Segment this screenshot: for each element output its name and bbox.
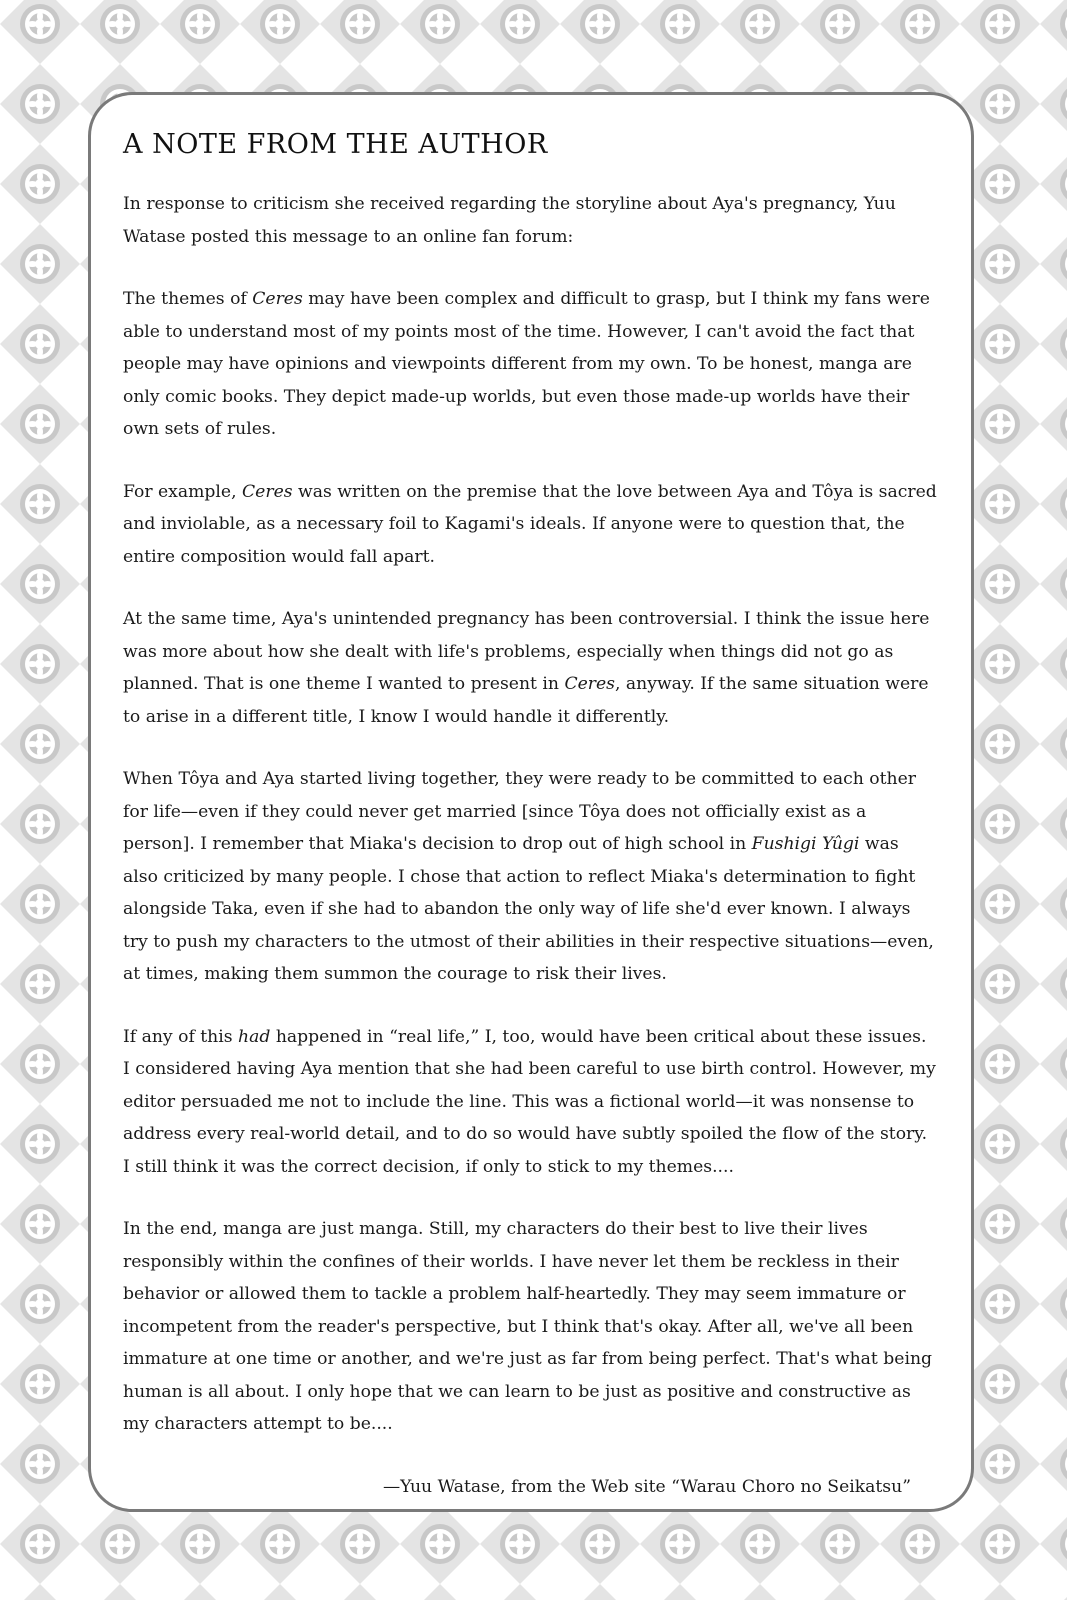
paragraph-5-part-b: happened in “real life,” I, too, would have been critical about these issues. I considered having Aya mention that she had been careful to use birth control. However, my editor persuaded me not to include the line. This was a fictional world—it was nonsense to address every real-world detail, and to do so would have subtly spoiled the flow of the story. I still think it was the correct decision, if only to stick to my themes.... (123, 1026, 936, 1177)
paragraph-1 (123, 283, 937, 446)
paragraph-1-part-b: may have been complex and difficult to grasp, but I think my fans were able to understand most of my points most of the time. However, I can't avoid the fact that people may have opinions and viewpoints different from my own. To be honest, manga are only comic books. They depict made-up worlds, but even those made-up worlds have their own sets of rules. (123, 289, 930, 439)
paragraph-3-part-b: , anyway. If the same situation were to arise in a different title, I know I would handle it differently. (123, 674, 929, 727)
paragraph-3 (123, 603, 937, 733)
paragraph-4-part-a: When Tôya and Aya started living together, they were ready to be committed to each other for life—even if they could never get married [since Tôya does not officially exist as a person]. I remember that Miaka's decision to drop out of high school in (123, 769, 916, 854)
paragraph-5 (123, 1021, 937, 1184)
paragraph-5-part-a: If any of this (123, 1026, 239, 1047)
work-title-ceres: Ceres (242, 481, 293, 502)
author-signature: —Yuu Watase, from the Web site “Warau Choro no Seikatsu” (382, 1476, 911, 1497)
emphasis-had: had (238, 1026, 271, 1047)
author-note-frame (88, 92, 974, 1512)
work-title-ceres: Ceres (252, 289, 303, 309)
paragraph-1-part-a: The themes of (123, 289, 253, 309)
paragraph-2 (123, 476, 937, 574)
note-title: A NOTE FROM THE AUTHOR (123, 129, 548, 160)
paragraph-6: In the end, manga are just manga. Still, my characters do their best to live their lives responsibly within the confines of their worlds. I have never let them be reckless in their behavior or allowed them to tackle a problem half-heartedly. They may seem immature or incompetent from the reader's perspective, but I think that's okay. After all, we've all been immature at one time or another, and we're just as far from being perfect. That's what being human is all about. I only hope that we can learn to be just as positive and constructive as my characters attempt to be.... (123, 1219, 933, 1434)
paragraph-3-part-a: At the same time, Aya's unintended pregnancy has been controversial. I think the issue here was more about how she dealt with life's problems, especially when things did not go as planned. That is one theme I wanted to present in (123, 609, 930, 694)
work-title-fushigi-yugi: Fushigi Yûgi (751, 834, 860, 854)
work-title-ceres: Ceres (564, 674, 615, 694)
paragraph-4 (123, 763, 937, 991)
intro-paragraph: In response to criticism she received regarding the storyline about Aya's pregnancy, Yuu Watase posted this message to an online fan forum: (123, 194, 896, 247)
paragraph-2-part-b: was written on the premise that the love between Aya and Tôya is sacred and inviolable, as a necessary foil to Kagami's ideals. If anyone were to question that, the entire composition would fall apart. (123, 481, 937, 567)
paragraph-4-part-b: was also criticized by many people. I chose that action to reflect Miaka's determination to fight alongside Taka, even if she had to abandon the only way of life she'd ever known. I always try to push my characters to the utmost of their abilities in their respective situations—even, at times, making them summon the courage to risk their lives. (123, 834, 934, 984)
paragraph-2-part-a: For example, (123, 481, 243, 502)
